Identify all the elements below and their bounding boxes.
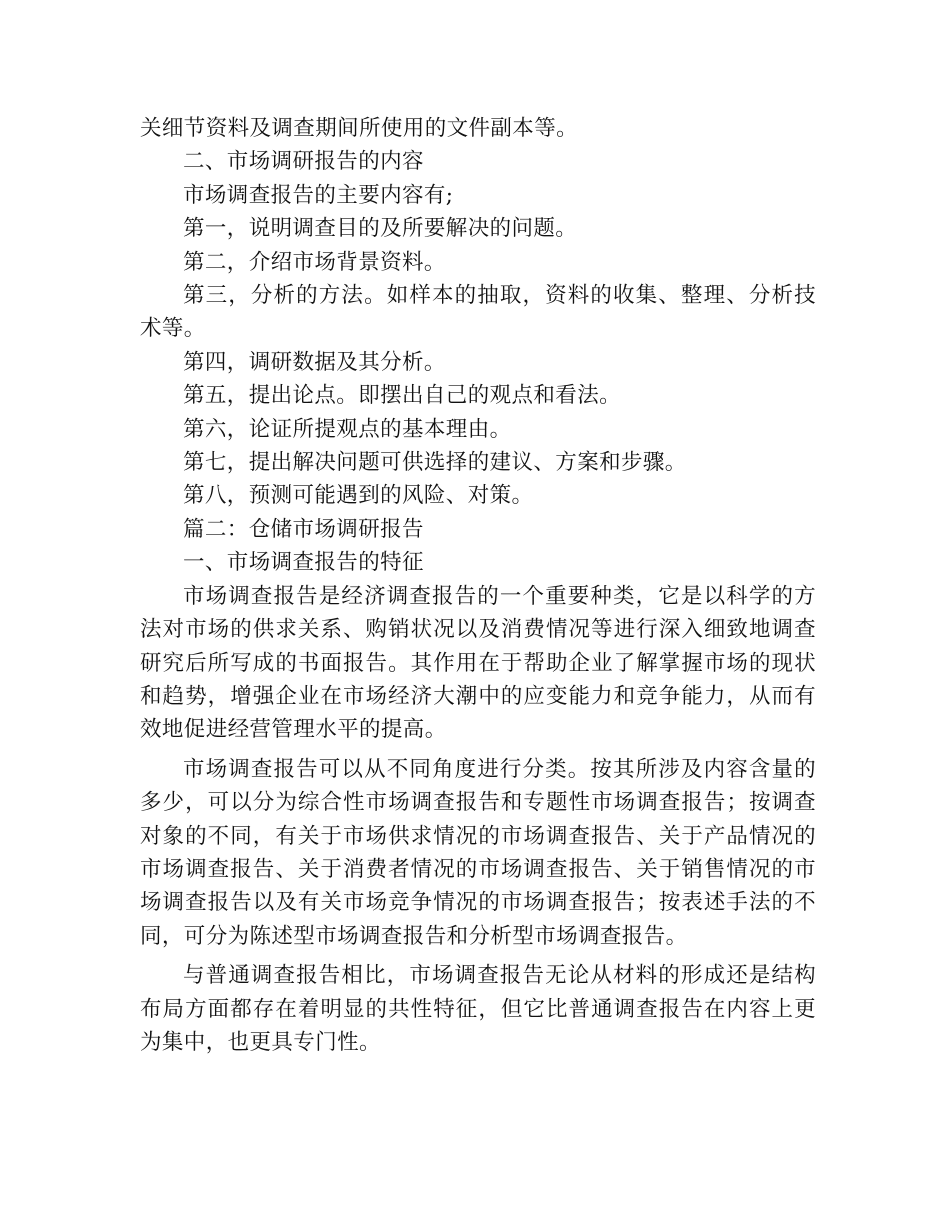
list-item-second: 第二，介绍市场背景资料。	[183, 249, 446, 275]
section-heading-report-content: 二、市场调研报告的内容	[183, 149, 424, 175]
list-item-seventh: 第七，提出解决问题可供选择的建议、方案和步骤。	[183, 450, 687, 476]
list-item-fourth: 第四，调研数据及其分析。	[183, 349, 446, 375]
list-item-fifth: 第五，提出论点。即摆出自己的观点和看法。	[183, 383, 622, 409]
paragraph-continuation: 关细节资料及调查期间所使用的文件副本等。	[140, 116, 579, 141]
paragraph-main-content-intro: 市场调查报告的主要内容有;	[183, 182, 454, 208]
list-item-first: 第一，说明调查目的及所要解决的问题。	[183, 216, 578, 242]
list-item-eighth: 第八，预测可能遇到的风险、对策。	[183, 483, 534, 509]
paragraph-classification: 市场调查报告可以从不同角度进行分类。按其所涉及内容含量的多少，可以分为综合性市场调查报告和专题性市场调查报告；按调查对象的不同，有关于市场供求情况的市场调查报告、关于产品情况的市场调查报告、关于消费者情况的市场调查报告、关于销售情况的市场调查报告以及有关市场竞争情况的市场调查报告；按表述手法的不同，可分为陈述型市场调查报告和分析型市场调查报告。	[140, 756, 816, 949]
section-heading-features: 一、市场调查报告的特征	[183, 550, 424, 576]
chapter-heading: 篇二：仓储市场调研报告	[183, 516, 424, 542]
list-item-sixth: 第六，论证所提观点的基本理由。	[183, 416, 512, 442]
document-body	[140, 112, 816, 1059]
paragraph-comparison: 与普通调查报告相比，市场调查报告无论从材料的形成还是结构布局方面都存在着明显的共性特征，但它比普通调查报告在内容上更为集中，也更具专门性。	[140, 963, 816, 1055]
list-item-third: 第三，分析的方法。如样本的抽取，资料的收集、整理、分析技术等。	[140, 283, 816, 342]
paragraph-definition: 市场调查报告是经济调查报告的一个重要种类，它是以科学的方法对市场的供求关系、购销状况以及消费情况等进行深入细致地调查研究后所写成的书面报告。其作用在于帮助企业了解掌握市场的现状和趋势，增强企业在市场经济大潮中的应变能力和竞争能力，从而有效地促进经营管理水平的提高。	[140, 583, 816, 743]
